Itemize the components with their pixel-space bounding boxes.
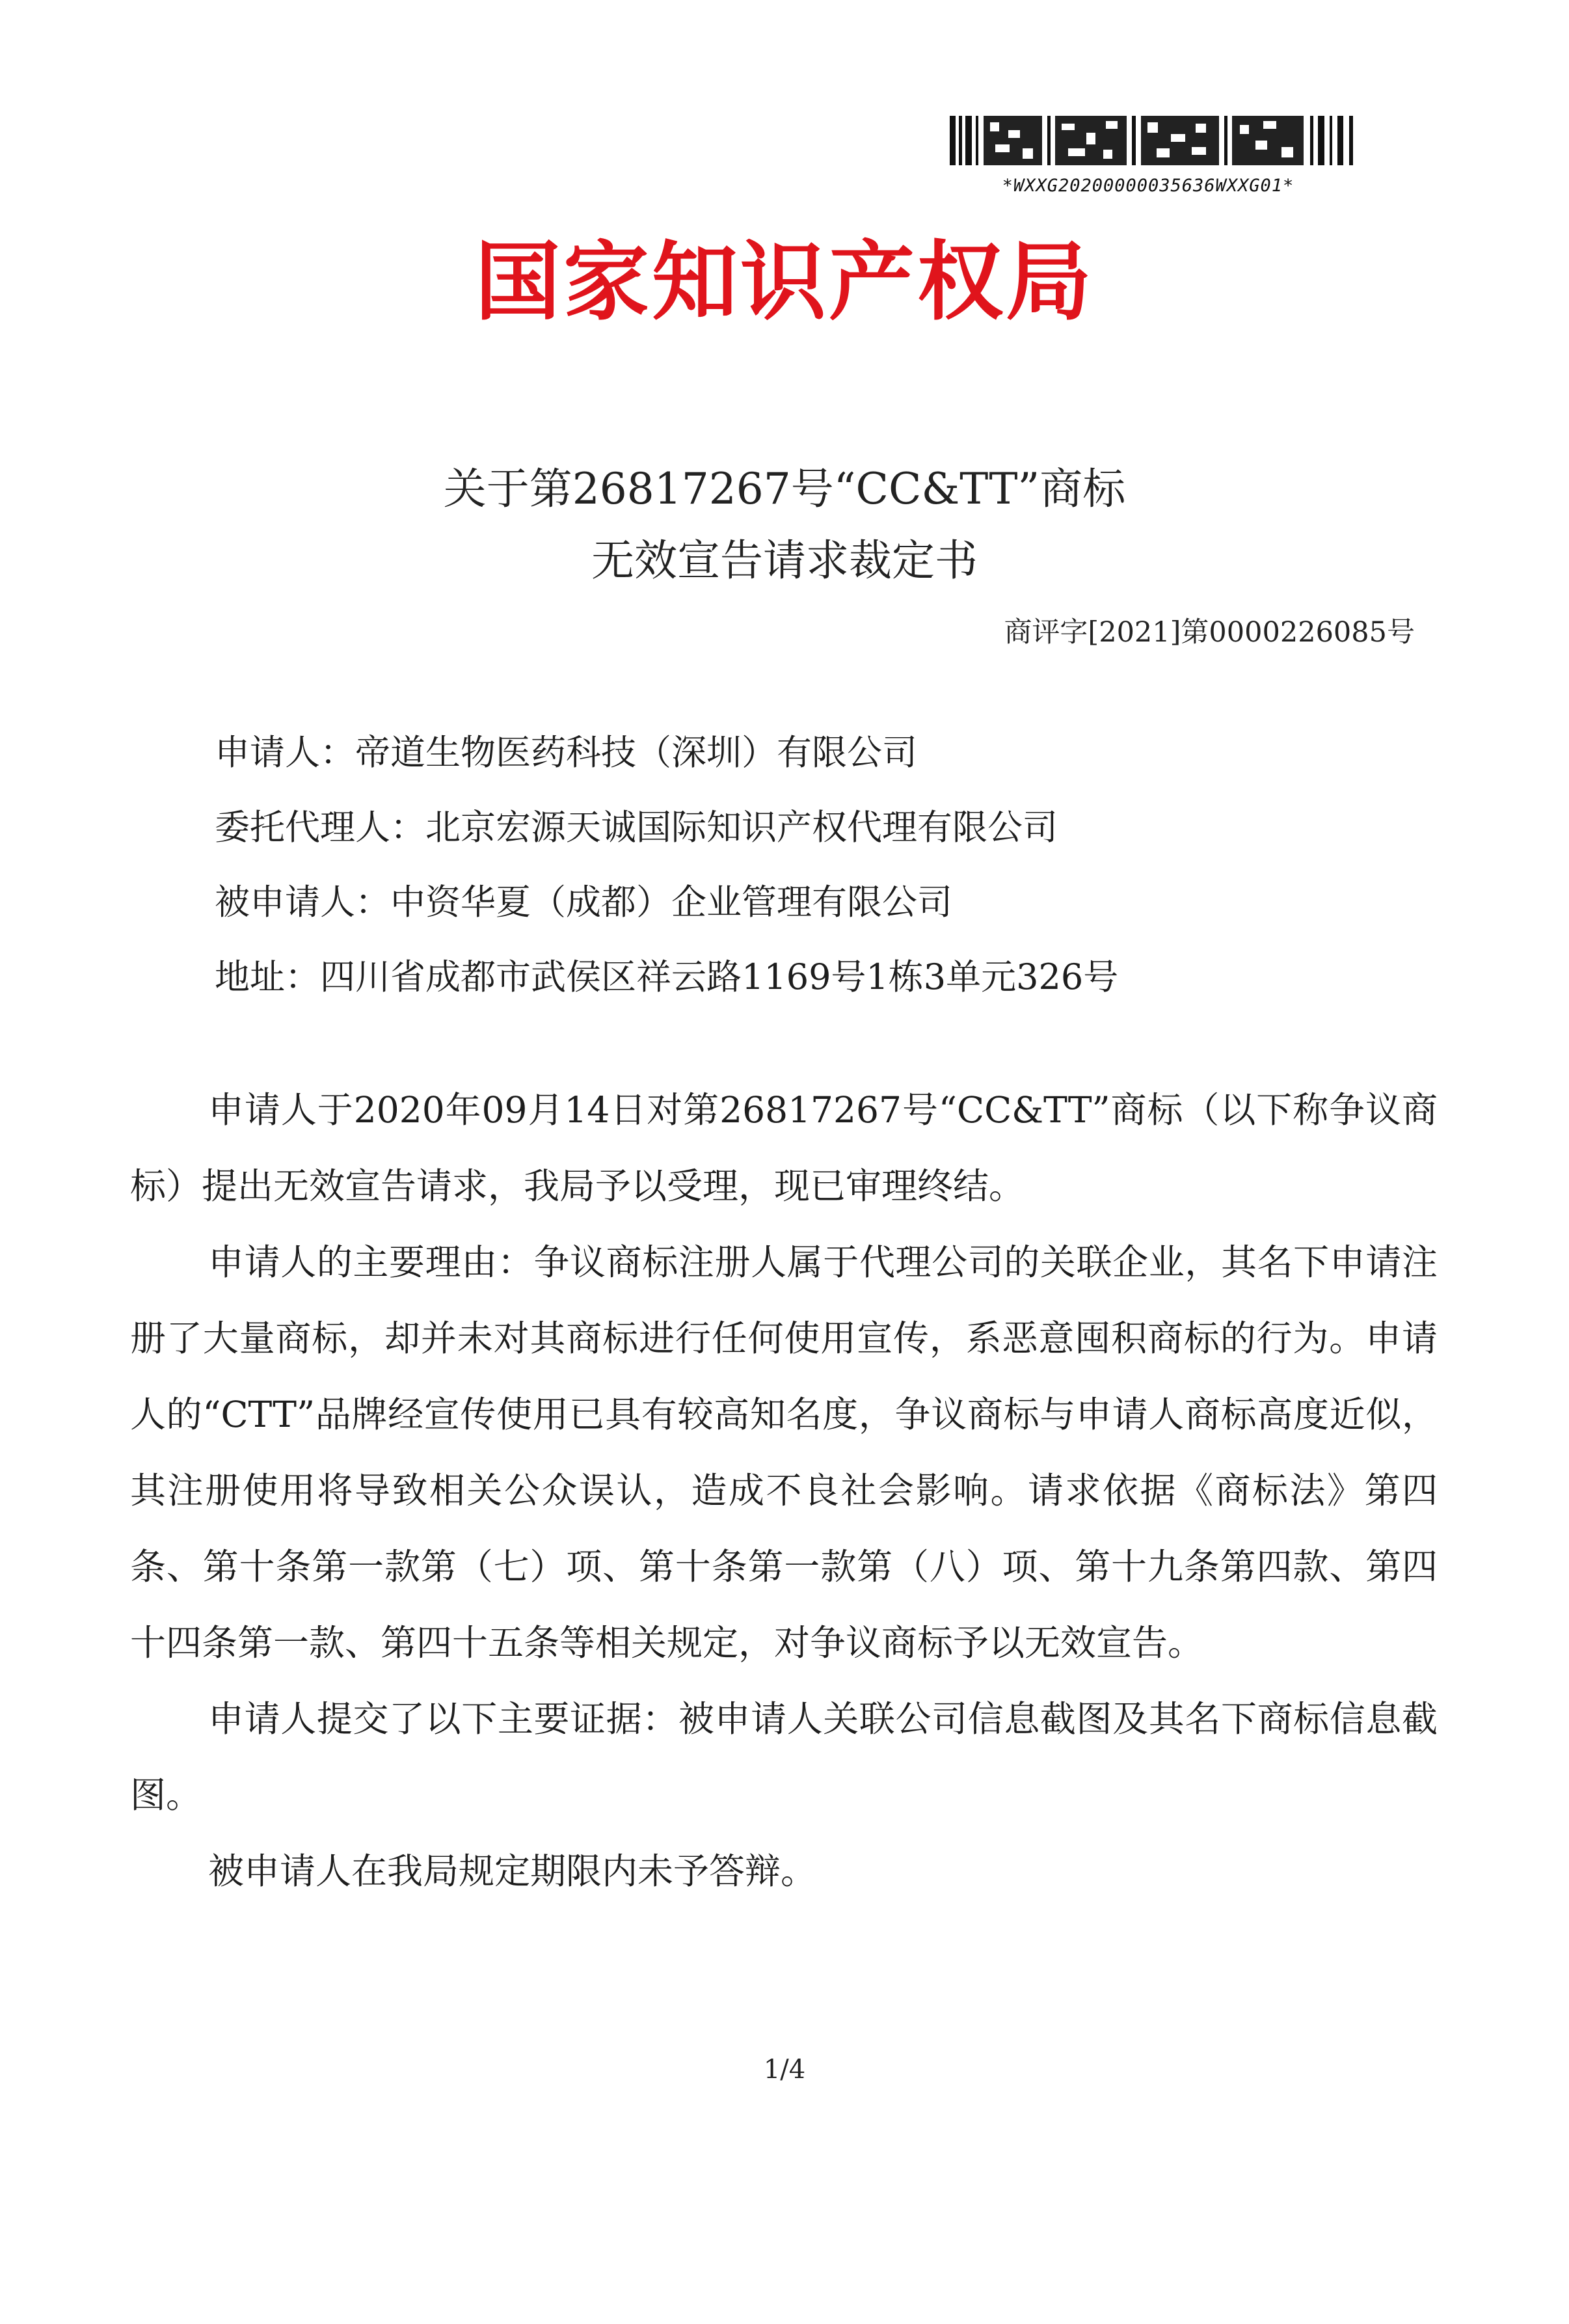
body-paragraph: 申请人于2020年09月14日对第26817267号“CC&TT”商标（以下称争议商标）提出无效宣告请求，我局予以受理，现已审理终结。 <box>130 1089 1438 1207</box>
party-agent: 委托代理人：北京宏源天诚国际知识产权代理有限公司 <box>215 807 1058 848</box>
document-title-line2: 无效宣告请求裁定书 <box>591 535 978 586</box>
party-respondent: 被申请人：中资华夏（成都）企业管理有限公司 <box>215 882 952 923</box>
barcode-code: *WXXG20200000035636WXXG01* <box>1002 176 1294 196</box>
document-number: 商评字[2021]第0000226085号 <box>1004 616 1415 649</box>
barcode-image <box>950 111 1360 170</box>
party-applicant: 申请人：帝道生物医药科技（深圳）有限公司 <box>215 732 917 773</box>
party-address: 地址：四川省成都市武侯区祥云路1169号1栋3单元326号 <box>215 956 1119 997</box>
document-title-line1: 关于第26817267号“CC&TT”商标 <box>443 464 1126 514</box>
agency-header: 国家知识产权局 <box>475 232 1094 332</box>
document-barcode <box>937 111 1360 196</box>
body-paragraph: 申请人提交了以下主要证据：被申请人关联公司信息截图及其名下商标信息截图。 <box>130 1698 1438 1816</box>
document-body <box>130 1072 1438 1910</box>
body-paragraph: 被申请人在我局规定期限内未予答辩。 <box>208 1850 817 1892</box>
page-number: 1/4 <box>763 2055 806 2085</box>
body-paragraph: 申请人的主要理由：争议商标注册人属于代理公司的关联企业，其名下申请注册了大量商标，却并未对其商标进行任何使用宣传，系恶意囤积商标的行为。申请人的“CTT”品牌经宣传使用已具有较高知名度，争议商标与申请人商标高度近似，其注册使用将导致相关公众误认，造成不良社会影响。请求依据《商标法》第四条、第十条第一款第（七）项、第十条第一款第（八）项、第十九条第四款、第四十四条第一款、第四十五条等相关规定，对争议商标予以无效宣告。 <box>130 1241 1438 1664</box>
